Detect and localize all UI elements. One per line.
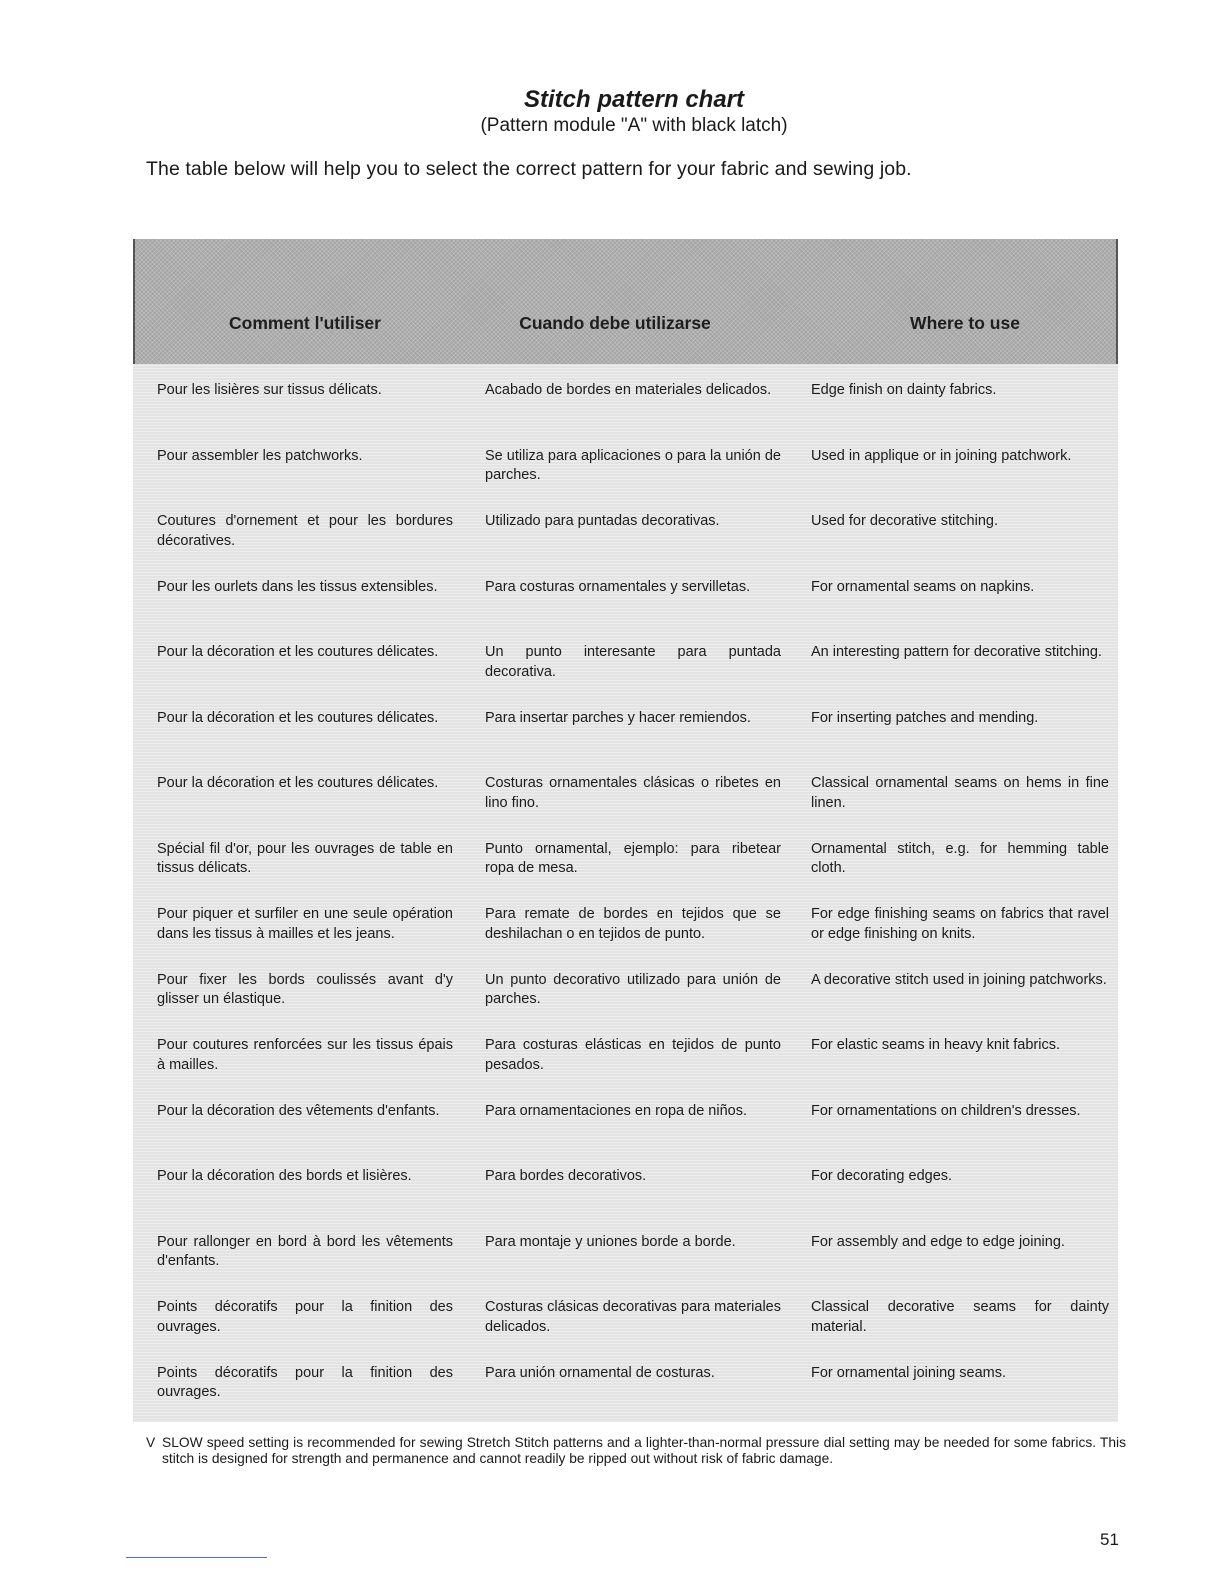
- cell-english: Used for decorative stitching.: [811, 513, 998, 529]
- table-header: [133, 239, 1118, 364]
- cell-spanish: Para ornamentaciones en ropa de niños.: [485, 1102, 747, 1119]
- cell-spanish: Para montaje y uniones borde a borde.: [485, 1233, 736, 1250]
- table-row: [133, 430, 1118, 496]
- cell-french: Coutures d'ornement et pour les bordures décoratives.: [157, 513, 453, 549]
- intro-text: The table below will help you to select the correct pattern for your fabric and sewing job.: [146, 158, 912, 180]
- cell-spanish: Costuras ornamentales clásicas o ribetes en lino fino.: [485, 775, 781, 811]
- cell-french: Pour piquer et surfiler en une seule opération dans les tissus à mailles et les jeans.: [157, 906, 453, 942]
- cell-french: Pour les ourlets dans les tissus extensibles.: [157, 578, 438, 595]
- cell-english: A decorative stitch used in joining patchworks.: [811, 971, 1107, 988]
- divider-line: [126, 1557, 267, 1558]
- cell-french: Pour coutures renforcées sur les tissus épais à mailles.: [157, 1037, 453, 1073]
- cell-english: Edge finish on dainty fabrics.: [811, 382, 997, 398]
- cell-french: Pour la décoration et les coutures délicates.: [157, 644, 439, 660]
- table-row: [133, 495, 1118, 561]
- table-row: [133, 954, 1118, 1020]
- cell-english: An interesting pattern for decorative stitching.: [811, 644, 1102, 660]
- cell-french: Pour les lisières sur tissus délicats.: [157, 382, 382, 398]
- cell-french: Points décoratifs pour la finition des ouvrages.: [157, 1364, 453, 1400]
- cell-french: Points décoratifs pour la finition des ouvrages.: [157, 1299, 453, 1335]
- cell-english: Classical decorative seams for dainty material.: [811, 1299, 1109, 1335]
- cell-spanish: Se utiliza para aplicaciones o para la unión de parches.: [485, 447, 781, 483]
- header-english: Where to use: [910, 313, 1020, 333]
- cell-english: For assembly and edge to edge joining.: [811, 1233, 1065, 1250]
- cell-spanish: Para unión ornamental de costuras.: [485, 1364, 715, 1381]
- table-row: [133, 823, 1118, 889]
- cell-spanish: Un punto decorativo utilizado para unión de parches.: [485, 971, 781, 1007]
- cell-french: Spécial fil d'or, pour les ouvrages de table en tissus délicats.: [157, 840, 453, 876]
- cell-spanish: Acabado de bordes en materiales delicados.: [485, 382, 772, 398]
- cell-french: Pour la décoration des bords et lisières.: [157, 1168, 412, 1184]
- header-spanish: Cuando debe utilizarse: [519, 313, 711, 333]
- page-subtitle: (Pattern module "A" with black latch): [480, 115, 788, 136]
- cell-spanish: Un punto interesante para puntada decorativa.: [485, 644, 781, 680]
- stitch-pattern-table: [133, 239, 1118, 1422]
- table-row: [133, 1347, 1118, 1413]
- cell-spanish: Para costuras elásticas en tejidos de punto pesados.: [485, 1037, 781, 1073]
- table-row: [133, 692, 1118, 758]
- cell-french: Pour fixer les bords coulissés avant d'y glisser un élastique.: [157, 971, 453, 1007]
- table-row: [133, 364, 1118, 430]
- table-row: [133, 1281, 1118, 1347]
- cell-english: Ornamental stitch, e.g. for hemming table cloth.: [811, 840, 1109, 876]
- footnote-text: SLOW speed setting is recommended for sewing Stretch Stitch patterns and a lighter-than-normal pressure dial setting may be needed for some fabrics. This stitch is designed for strength and permanence and cannot readily be ripped out without risk of fabric damage.: [162, 1435, 1126, 1466]
- cell-spanish: Para insertar parches y hacer remiendos.: [485, 709, 751, 726]
- header-french: Comment l'utiliser: [229, 313, 381, 333]
- table-row: [133, 561, 1118, 627]
- cell-spanish: Para costuras ornamentales y servilletas.: [485, 578, 751, 595]
- cell-spanish: Utilizado para puntadas decorativas.: [485, 513, 720, 529]
- footnote: [146, 1435, 1126, 1467]
- table-row: [133, 626, 1118, 692]
- cell-french: Pour la décoration et les coutures délicates.: [157, 775, 439, 791]
- table-row: [133, 757, 1118, 823]
- cell-spanish: Punto ornamental, ejemplo: para ribetear ropa de mesa.: [485, 840, 781, 876]
- page-title: Stitch pattern chart: [523, 86, 745, 113]
- cell-french: Pour la décoration et les coutures délicates.: [157, 709, 439, 726]
- cell-english: For decorating edges.: [811, 1168, 953, 1184]
- cell-french: Pour assembler les patchworks.: [157, 447, 363, 464]
- cell-english: For ornamentations on children's dresses.: [811, 1102, 1081, 1119]
- table-row: [133, 1085, 1118, 1151]
- cell-french: Pour la décoration des vêtements d'enfants.: [157, 1102, 440, 1119]
- footnote-mark: V: [146, 1435, 156, 1450]
- cell-english: For elastic seams in heavy knit fabrics.: [811, 1037, 1061, 1053]
- cell-english: Used in applique or in joining patchwork.: [811, 447, 1072, 464]
- table-row: [133, 1150, 1118, 1216]
- cell-spanish: Para remate de bordes en tejidos que se deshilachan o en tejidos de punto.: [485, 906, 781, 942]
- cell-spanish: Para bordes decorativos.: [485, 1168, 647, 1184]
- cell-english: For ornamental seams on napkins.: [811, 578, 1035, 595]
- table-body: [133, 364, 1118, 1412]
- table-row: [133, 1216, 1118, 1282]
- table-row: [133, 888, 1118, 954]
- cell-spanish: Costuras clásicas decorativas para materiales delicados.: [485, 1299, 781, 1335]
- cell-english: For edge finishing seams on fabrics that ravel or edge finishing on knits.: [811, 906, 1109, 942]
- cell-english: For inserting patches and mending.: [811, 709, 1039, 726]
- page-number: 51: [1100, 1530, 1119, 1549]
- cell-english: For ornamental joining seams.: [811, 1364, 1007, 1381]
- table-row: [133, 1019, 1118, 1085]
- cell-french: Pour rallonger en bord à bord les vêtements d'enfants.: [157, 1233, 453, 1269]
- cell-english: Classical ornamental seams on hems in fine linen.: [811, 775, 1109, 811]
